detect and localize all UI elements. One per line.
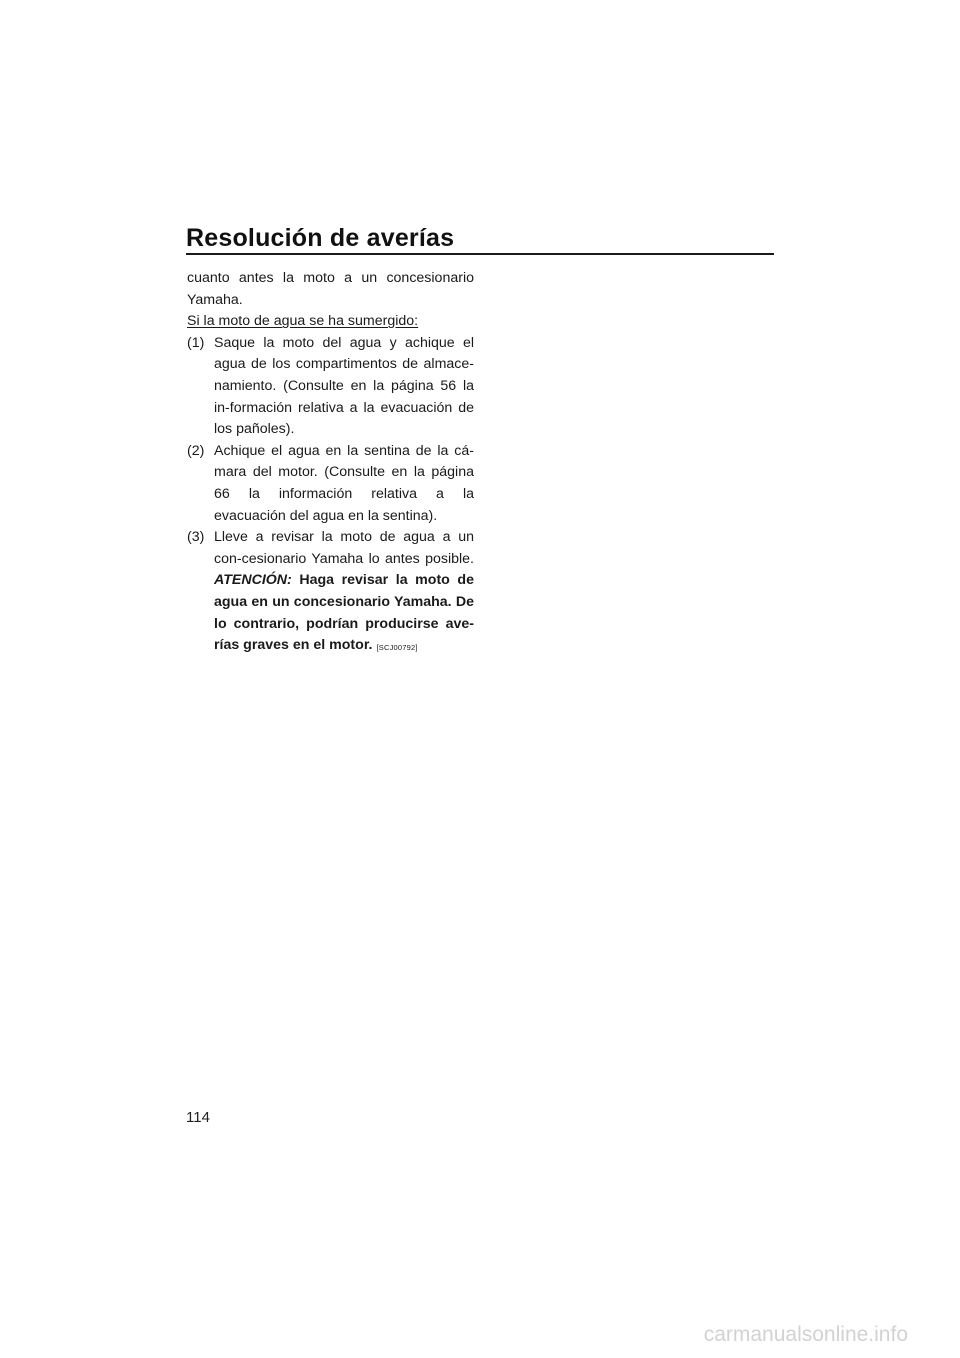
step-text: Achique el agua en la sentina de la cá-mara del motor. (Consulte en la página 66 la información relativa a la evacuación del agua en la sentina). — [214, 442, 474, 524]
step-number: (1) — [187, 334, 205, 351]
page-title: Resolución de averías — [186, 224, 455, 252]
title-divider — [186, 253, 774, 255]
intro-paragraph: cuanto antes la moto a un concesionario Yamaha. — [187, 270, 474, 308]
step-number: (3) — [187, 529, 205, 546]
step-item-1 — [187, 333, 474, 441]
watermark-text: carmanualsonline.info — [703, 1323, 908, 1346]
content-column — [187, 268, 474, 659]
step-list — [187, 333, 474, 659]
reference-code: [SCJ00792] — [376, 643, 418, 653]
caution-label: ATENCIÓN: — [214, 572, 292, 589]
page-number: 114 — [186, 1109, 210, 1126]
step-text: Saque la moto del agua y achique el agua de los compartimentos de almace-namiento. (Consulte en la página 56 la in-formación relativa a la evacuación de los pañoles). — [214, 334, 474, 438]
step-text: Lleve a revisar la moto de agua a un con-cesionario Yamaha lo antes posible. — [214, 529, 474, 567]
step-item-3 — [187, 527, 474, 659]
caution-text: Haga revisar la moto de agua en un concesionario Yamaha. De lo contrario, podrían producirse ave-rías graves en el motor. — [214, 572, 474, 654]
step-number: (2) — [187, 442, 205, 459]
step-item-2 — [187, 441, 474, 527]
section-subheading: Si la moto de agua se ha sumergido: — [187, 313, 419, 330]
